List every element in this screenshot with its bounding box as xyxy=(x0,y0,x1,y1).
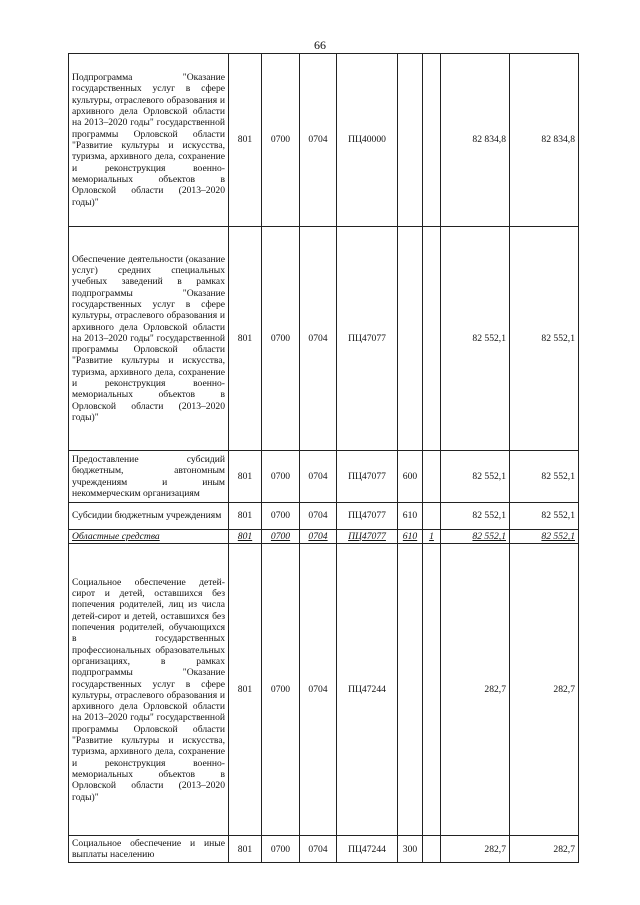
row-admin-code: 801 xyxy=(229,451,262,503)
table-row xyxy=(69,451,579,503)
row-source-code: 1 xyxy=(423,530,441,544)
row-amount-2: 82 552,1 xyxy=(510,530,579,544)
row-target-code: ПЦ40000 xyxy=(337,54,398,227)
row-type-code: 610 xyxy=(398,530,423,544)
row-name: Социальное обеспечение детей-сирот и детей, оставшихся без попечения родителей, лиц из числа детей-сирот и детей, оставшихся без попечения родителей, обучающихся в государственных профессиональных образовательных организациях, в рамках подпрограммы "Оказание государственных услуг в сфере культуры, отраслевого образования и архивного дела Орловской области на 2013–2020 годы" государственной программы Орловской области "Развитие культуры и искусства, туризма, архивного дела, сохранение и реконструкция военно-мемориальных объектов в Орловской области (2013–2020 годы)" xyxy=(69,544,229,836)
row-section-code: 0700 xyxy=(262,54,300,227)
row-amount-1: 82 552,1 xyxy=(441,530,510,544)
table-row xyxy=(69,54,579,227)
row-type-code xyxy=(398,227,423,451)
table-row xyxy=(69,227,579,451)
row-amount-1: 82 552,1 xyxy=(441,503,510,530)
row-section-code: 0700 xyxy=(262,544,300,836)
row-admin-code: 801 xyxy=(229,544,262,836)
row-type-code xyxy=(398,54,423,227)
row-section-code: 0700 xyxy=(262,836,300,863)
row-amount-2: 82 834,8 xyxy=(510,54,579,227)
row-target-code: ПЦ47244 xyxy=(337,836,398,863)
page-number: 66 xyxy=(314,38,326,52)
row-section-code: 0700 xyxy=(262,503,300,530)
row-subsection-code: 0704 xyxy=(300,451,337,503)
row-amount-2: 82 552,1 xyxy=(510,503,579,530)
row-amount-2: 82 552,1 xyxy=(510,451,579,503)
budget-table xyxy=(68,53,579,863)
row-type-code: 600 xyxy=(398,451,423,503)
row-target-code: ПЦ47077 xyxy=(337,227,398,451)
row-target-code: ПЦ47077 xyxy=(337,451,398,503)
row-name: Предоставление субсидий бюджетным, автономным учреждениям и иным некоммерческим организациям xyxy=(69,451,229,503)
table-row xyxy=(69,544,579,836)
row-subsection-code: 0704 xyxy=(300,503,337,530)
row-section-code: 0700 xyxy=(262,530,300,544)
row-source-code xyxy=(423,54,441,227)
row-subsection-code: 0704 xyxy=(300,227,337,451)
row-amount-2: 82 552,1 xyxy=(510,227,579,451)
row-amount-1: 282,7 xyxy=(441,836,510,863)
table-row xyxy=(69,530,579,544)
row-type-code: 300 xyxy=(398,836,423,863)
row-amount-1: 82 834,8 xyxy=(441,54,510,227)
row-section-code: 0700 xyxy=(262,227,300,451)
row-type-code: 610 xyxy=(398,503,423,530)
row-name: Субсидии бюджетным учреждениям xyxy=(69,503,229,530)
row-amount-2: 282,7 xyxy=(510,544,579,836)
row-subsection-code: 0704 xyxy=(300,836,337,863)
row-amount-2: 282,7 xyxy=(510,836,579,863)
row-target-code: ПЦ47244 xyxy=(337,544,398,836)
row-subsection-code: 0704 xyxy=(300,54,337,227)
row-source-code xyxy=(423,544,441,836)
row-source-code xyxy=(423,227,441,451)
row-target-code: ПЦ47077 xyxy=(337,503,398,530)
row-target-code: ПЦ47077 xyxy=(337,530,398,544)
row-source-code xyxy=(423,451,441,503)
row-amount-1: 82 552,1 xyxy=(441,451,510,503)
row-name: Социальное обеспечение и иные выплаты населению xyxy=(69,836,229,863)
row-subsection-code: 0704 xyxy=(300,544,337,836)
row-name: Обеспечение деятельности (оказание услуг) средних специальных учебных заведений в рамках подпрограммы "Оказание государственных услуг в сфере культуры, отраслевого образования и архивного дела Орловской области на 2013–2020 годы" государственной программы Орловской области "Развитие культуры и искусства, туризма, архивного дела, сохранение и реконструкция военно-мемориальных объектов в Орловской области (2013–2020 годы)" xyxy=(69,227,229,451)
row-source-code xyxy=(423,503,441,530)
row-admin-code: 801 xyxy=(229,227,262,451)
row-type-code xyxy=(398,544,423,836)
row-section-code: 0700 xyxy=(262,451,300,503)
row-admin-code: 801 xyxy=(229,503,262,530)
row-name: Подпрограмма "Оказание государственных услуг в сфере культуры, отраслевого образования и архивного дела Орловской области на 2013–2020 годы" государственной программы Орловской области "Развитие культуры и искусства, туризма, архивного дела, сохранение и реконструкция военно-мемориальных объектов в Орловской области (2013–2020 годы)" xyxy=(69,54,229,227)
row-name: Областные средства xyxy=(69,530,229,544)
row-admin-code: 801 xyxy=(229,54,262,227)
table-row xyxy=(69,836,579,863)
row-amount-1: 282,7 xyxy=(441,544,510,836)
row-subsection-code: 0704 xyxy=(300,530,337,544)
row-amount-1: 82 552,1 xyxy=(441,227,510,451)
row-source-code xyxy=(423,836,441,863)
row-admin-code: 801 xyxy=(229,836,262,863)
table-row xyxy=(69,503,579,530)
row-admin-code: 801 xyxy=(229,530,262,544)
